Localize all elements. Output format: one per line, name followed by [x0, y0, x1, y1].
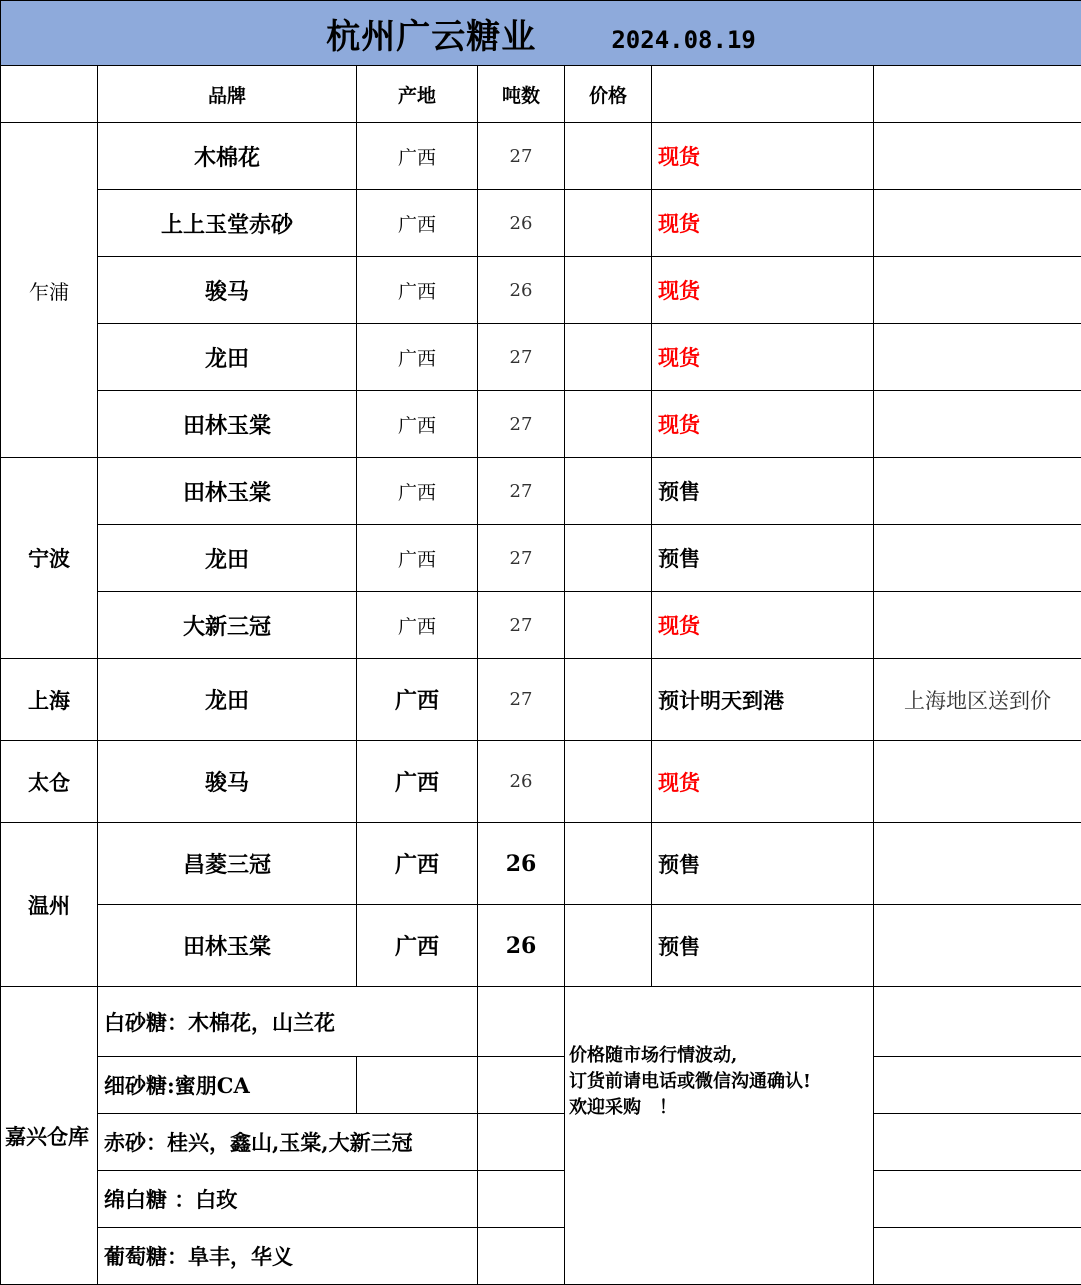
header-price: 价格 — [565, 66, 652, 123]
origin-cell: 广西 — [357, 592, 478, 659]
origin-cell: 广西 — [357, 458, 478, 525]
brand-cell: 骏马 — [98, 257, 357, 324]
status-cell: 现货 — [652, 592, 874, 659]
table-row — [1, 257, 1081, 324]
warehouse-item: 绵白糖 ：白玫 — [98, 1171, 478, 1228]
header-status — [652, 66, 874, 123]
empty-cell — [478, 1114, 565, 1171]
price-cell — [565, 324, 652, 391]
brand-cell: 上上玉堂赤砂 — [98, 190, 357, 257]
note-cell — [874, 1228, 1081, 1285]
tons-cell: 26 — [478, 823, 565, 905]
location-jiaxing: 嘉兴仓库 — [1, 987, 98, 1285]
table-row — [1, 458, 1081, 525]
note-cell — [874, 741, 1081, 823]
empty-cell — [478, 1228, 565, 1285]
tons-cell: 27 — [478, 324, 565, 391]
brand-cell: 龙田 — [98, 525, 357, 592]
table-row — [1, 190, 1081, 257]
tons-cell: 26 — [478, 190, 565, 257]
origin-cell: 广西 — [357, 190, 478, 257]
status-cell: 预售 — [652, 905, 874, 987]
location-shanghai: 上海 — [1, 659, 98, 741]
status-cell: 预售 — [652, 823, 874, 905]
tons-cell: 27 — [478, 458, 565, 525]
warehouse-item: 细砂糖:蜜朋CA — [98, 1057, 357, 1114]
origin-cell: 广西 — [357, 823, 478, 905]
tons-cell: 27 — [478, 592, 565, 659]
tons-cell: 27 — [478, 391, 565, 458]
table-row — [1, 391, 1081, 458]
origin-cell: 广西 — [357, 659, 478, 741]
tons-cell: 27 — [478, 525, 565, 592]
title-row — [1, 1, 1081, 66]
note-cell — [874, 257, 1081, 324]
table-row — [1, 1228, 1081, 1285]
tons-cell: 26 — [478, 741, 565, 823]
brand-cell: 田林玉棠 — [98, 905, 357, 987]
header-origin: 产地 — [357, 66, 478, 123]
header-location — [1, 66, 98, 123]
sheet-date: 2024.08.19 — [611, 26, 756, 54]
notice-line: 欢迎采购 ！ — [569, 1095, 873, 1121]
brand-cell: 骏马 — [98, 741, 357, 823]
status-cell: 预售 — [652, 458, 874, 525]
brand-cell: 木棉花 — [98, 123, 357, 190]
status-cell: 现货 — [652, 123, 874, 190]
price-cell — [565, 659, 652, 741]
note-cell — [874, 391, 1081, 458]
header-brand: 品牌 — [98, 66, 357, 123]
status-cell: 现货 — [652, 190, 874, 257]
empty-cell — [478, 987, 565, 1057]
tons-cell: 26 — [478, 905, 565, 987]
status-cell: 预计明天到港 — [652, 659, 874, 741]
origin-cell: 广西 — [357, 123, 478, 190]
origin-cell: 广西 — [357, 324, 478, 391]
location-ningbo: 宁波 — [1, 458, 98, 659]
price-cell — [565, 123, 652, 190]
origin-cell: 广西 — [357, 741, 478, 823]
status-cell: 现货 — [652, 391, 874, 458]
price-cell — [565, 592, 652, 659]
brand-cell: 龙田 — [98, 659, 357, 741]
tons-cell: 27 — [478, 659, 565, 741]
origin-cell: 广西 — [357, 257, 478, 324]
table-row — [1, 741, 1081, 823]
price-cell — [565, 458, 652, 525]
location-taicang: 太仓 — [1, 741, 98, 823]
table-row — [1, 525, 1081, 592]
header-note — [874, 66, 1081, 123]
table-row — [1, 987, 1081, 1057]
note-cell — [874, 1057, 1081, 1114]
title-cell — [1, 1, 1081, 66]
brand-cell: 田林玉棠 — [98, 458, 357, 525]
price-cell — [565, 741, 652, 823]
warehouse-item: 赤砂：桂兴，鑫山,玉棠,大新三冠 — [98, 1114, 478, 1171]
table-row — [1, 1171, 1081, 1228]
tons-cell: 26 — [478, 257, 565, 324]
notice-line: 价格随市场行情波动, — [569, 1043, 873, 1069]
note-cell — [874, 190, 1081, 257]
price-cell — [565, 257, 652, 324]
company-title: 杭州广云糖业 — [326, 17, 536, 57]
table-row — [1, 659, 1081, 741]
brand-cell: 昌菱三冠 — [98, 823, 357, 905]
notice-line: 订货前请电话或微信沟通确认! — [569, 1069, 873, 1095]
price-cell — [565, 905, 652, 987]
note-cell — [874, 1114, 1081, 1171]
location-wenzhou: 温州 — [1, 823, 98, 987]
note-cell — [874, 324, 1081, 391]
table-row — [1, 905, 1081, 987]
note-cell: 上海地区送到价 — [874, 659, 1081, 741]
warehouse-item: 白砂糖：木棉花，山兰花 — [98, 987, 478, 1057]
note-cell — [874, 458, 1081, 525]
status-cell: 现货 — [652, 324, 874, 391]
table-row — [1, 1114, 1081, 1171]
table-row — [1, 324, 1081, 391]
empty-cell — [478, 1057, 565, 1114]
note-cell — [874, 987, 1081, 1057]
brand-cell: 田林玉棠 — [98, 391, 357, 458]
price-notice — [565, 987, 874, 1285]
note-cell — [874, 905, 1081, 987]
status-cell: 预售 — [652, 525, 874, 592]
price-cell — [565, 823, 652, 905]
note-cell — [874, 525, 1081, 592]
note-cell — [874, 823, 1081, 905]
column-header-row — [1, 66, 1081, 123]
status-cell: 现货 — [652, 257, 874, 324]
brand-cell: 大新三冠 — [98, 592, 357, 659]
price-cell — [565, 391, 652, 458]
price-cell — [565, 525, 652, 592]
table-row — [1, 1057, 1081, 1114]
origin-cell: 广西 — [357, 905, 478, 987]
origin-cell: 广西 — [357, 391, 478, 458]
note-cell — [874, 1171, 1081, 1228]
price-cell — [565, 190, 652, 257]
table-row — [1, 592, 1081, 659]
origin-cell: 广西 — [357, 525, 478, 592]
warehouse-item: 葡萄糖：阜丰，华义 — [98, 1228, 478, 1285]
note-cell — [874, 592, 1081, 659]
brand-cell: 龙田 — [98, 324, 357, 391]
tons-cell: 27 — [478, 123, 565, 190]
status-cell: 现货 — [652, 741, 874, 823]
location-zhapu: 乍浦 — [1, 123, 98, 458]
table-row — [1, 123, 1081, 190]
empty-cell — [357, 1057, 478, 1114]
note-cell — [874, 123, 1081, 190]
empty-cell — [478, 1171, 565, 1228]
table-row — [1, 823, 1081, 905]
header-tons: 吨数 — [478, 66, 565, 123]
